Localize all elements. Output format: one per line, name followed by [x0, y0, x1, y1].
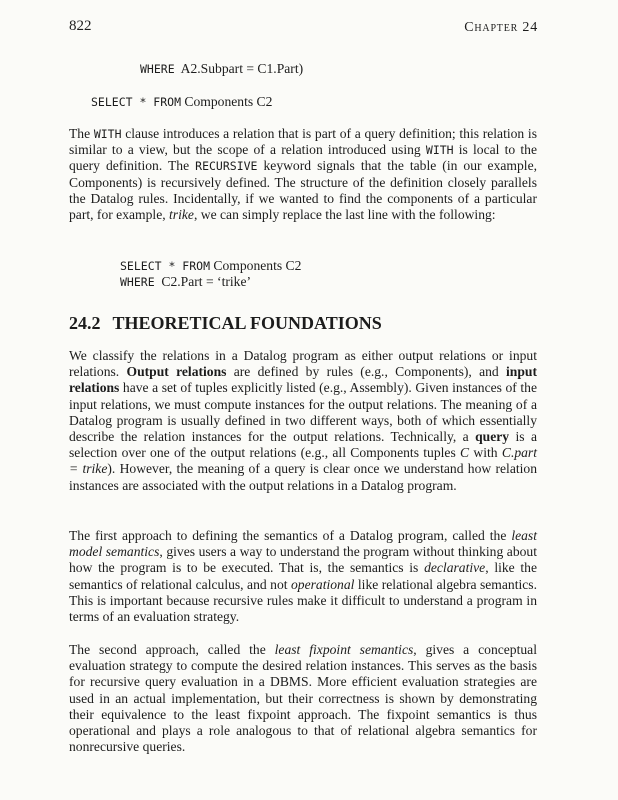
term-query: query [475, 429, 510, 445]
emphasis-cpart: C.part = trike [69, 445, 538, 477]
page-number: 822 [69, 18, 92, 34]
keyword-with: WITH [93, 127, 122, 141]
emphasis-trike: trike [169, 207, 194, 223]
section-number: 24.2 [69, 313, 101, 333]
code-line-where-subpart [140, 61, 303, 77]
code-text: A2.Subpart = C1.Part) [180, 61, 304, 76]
term-operational: operational [290, 576, 355, 592]
code-line-select-components [91, 94, 272, 110]
code-text: Components C2 [213, 258, 302, 273]
code-keyword: WHERE [140, 62, 175, 76]
code-text: Components C2 [184, 94, 273, 109]
paragraph-least-model: The first approach to defining the semantics of a Datalog program, called the least model semantics, gives users a way to understand the program without thinking about how the program is to be executed. That is, the semantics is declarative, like the semantics of relational calculus, and not operational like relational algebra semantics. This is important because recursive rules make it difficult to understand a program in terms of an evaluation strategy. [69, 528, 538, 625]
paragraph-least-fixpoint: The second approach, called the least fixpoint semantics, gives a conceptual evaluation strategy to compute the desired relation instances. This serves as the basis for recursive query evaluation in a DBMS. More efficient evaluation strategies are used in an actual implementation, but their correctness is shown by demonstrating their equivalence to the least fixpoint approach. The fixpoint semantics is thus operational and plays a role analogous to that of relational algebra semantics for nonrecursive queries. [69, 642, 537, 755]
section-title: THEORETICAL FOUNDATIONS [112, 313, 382, 333]
code-keyword: SELECT * FROM [120, 259, 211, 273]
section-heading [69, 313, 382, 334]
term-least-fixpoint-semantics: least fixpoint semantics [274, 642, 414, 657]
keyword-recursive: RECURSIVE [195, 159, 258, 174]
term-output-relations: Output relations [126, 364, 227, 380]
code-line-select-components-2 [120, 258, 301, 274]
code-line-where-trike [120, 274, 251, 290]
term-input-relations: input relations [69, 364, 537, 396]
paragraph-relations: We classify the relations in a Datalog program as either output relations or input relations. Output relations are defined by rules (e.g., Components), and input relations have a set of tuples explicitly listed (e.g., Assembly). Given instances of the input relations, we must compute instances for the output relations. The meaning of a Datalog program is usually defined in two different ways, both of which essentially describe the relation instances for the output relations. Technically, a query is a selection over one of the output relations (e.g., all Components tuples C with C.part = trike). However, the meaning of a query is clear once we understand how relation instances are associated with the output relations in a Datalog program. [69, 348, 538, 493]
code-keyword: SELECT * FROM [91, 95, 182, 109]
chapter-header: Chapter 24 [464, 20, 538, 35]
code-text: C2.Part = ‘trike’ [161, 274, 252, 289]
code-keyword: WHERE [120, 275, 155, 289]
keyword-with: WITH [425, 143, 454, 158]
paragraph-with-clause: The WITH clause introduces a relation that is part of a query definition; this relation is similar to a view, but the scope of a relation introduced using WITH is local to the query definition. The RECURSIVE keyword signals that the table (in our example, Components) is recursively defined. The structure of the definition closely parallels the Datalog rules. Incidentally, if we wanted to find the components of a particular part, for example, trike, we can simply replace the last line with the following: [69, 126, 537, 223]
term-declarative: declarative [424, 560, 486, 576]
term-least-model-semantics: least model semantics [69, 528, 537, 560]
